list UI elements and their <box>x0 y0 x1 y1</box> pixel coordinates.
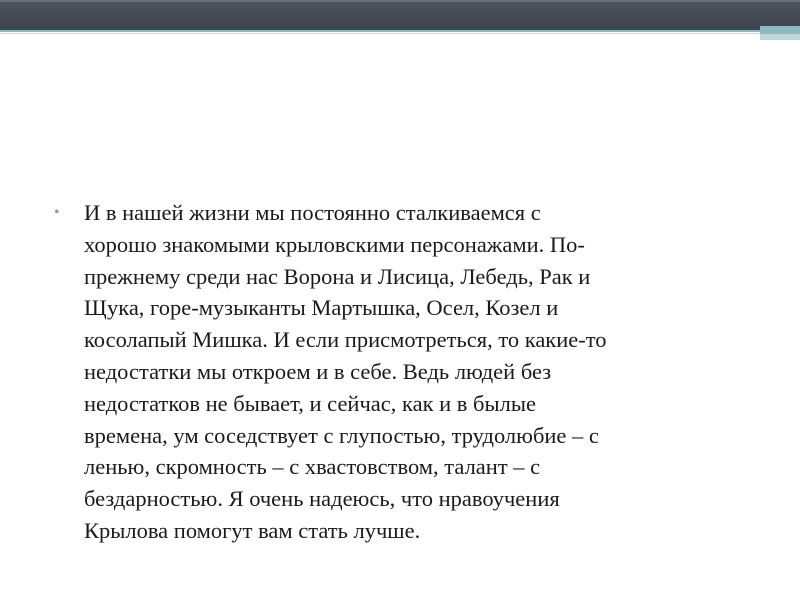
header-corner-accent-light <box>760 34 800 40</box>
paragraph-line: Крылова помогут вам стать лучше. <box>84 517 421 543</box>
paragraph-line: бездарностью. Я очень надеюсь, что нравоучения <box>84 486 560 512</box>
paragraph-line: ленью, скромность – с хвастовством, талант – с <box>84 454 541 480</box>
paragraph-line: времена, ум соседствует с глупостью, трудолюбие – с <box>84 422 599 448</box>
slide-body <box>52 197 760 547</box>
paragraph-line: косолапый Мишка. И если присмотреться, то какие-то <box>84 327 607 353</box>
header-bar-highlight <box>0 0 800 2</box>
paragraph-line: Щука, горе-музыканты Мартышка, Осел, Козел и <box>84 295 559 321</box>
paragraph-line: прежнему среди нас Ворона и Лисица, Лебедь, Рак и <box>84 263 591 289</box>
header-bar <box>0 0 800 30</box>
paragraph-line: И в нашей жизни мы постоянно сталкиваемся с <box>84 200 541 225</box>
header-accent-line <box>0 30 800 32</box>
bullet-paragraph <box>52 197 760 547</box>
bullet-icon: • <box>54 204 60 221</box>
paragraph-line: хорошо знакомыми крыловскими персонажами. По- <box>84 231 585 257</box>
header-accent-line-thin <box>0 33 800 34</box>
paragraph-line: недостатки мы откроем и в себе. Ведь людей без <box>84 358 552 384</box>
paragraph-line: недостатков не бывает, и сейчас, как и в былые <box>84 390 536 416</box>
